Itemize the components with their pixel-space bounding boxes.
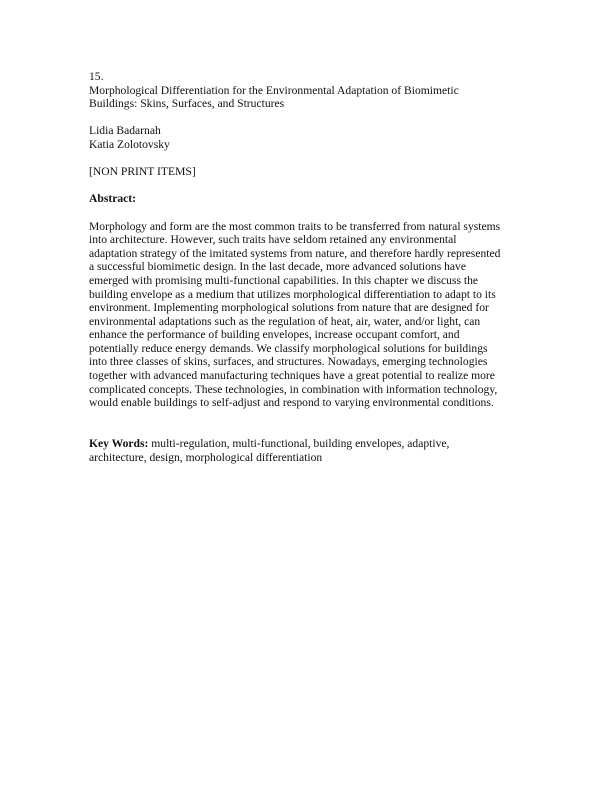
chapter-title	[89, 84, 529, 111]
abstract-line: environment. Implementing morphological solutions from nature that are designed for	[89, 301, 489, 315]
keywords-text: multi-regulation, multi-functional, building envelopes, adaptive,	[148, 437, 450, 451]
document-page	[89, 70, 529, 464]
title-line: Buildings: Skins, Surfaces, and Structures	[89, 97, 285, 111]
abstract-line: a successful biomimetic design. In the last decade, more advanced solutions have	[89, 260, 467, 274]
abstract-line: together with advanced manufacturing techniques have a great potential to realize more	[89, 369, 495, 383]
abstract-line: potentially reduce energy demands. We classify morphological solutions for buildings	[89, 341, 488, 355]
abstract-line: adaptation strategy of the imitated systems from nature, and therefore hardly represented	[89, 246, 501, 260]
chapter-number: 15.	[89, 70, 104, 83]
abstract-line: environmental adaptations such as the regulation of heat, air, water, and/or light, can	[89, 314, 481, 328]
author-name: Lidia Badarnah	[89, 124, 161, 138]
keywords-line: architecture, design, morphological differentiation	[89, 450, 323, 464]
abstract-line: into three classes of skins, surfaces, and structures. Nowadays, emerging technologies	[89, 355, 488, 369]
abstract-body	[89, 220, 521, 410]
author-list	[89, 124, 529, 151]
abstract-line: complicated concepts. These technologies, in combination with information technology,	[89, 382, 498, 396]
abstract-line: enhance the performance of building envelopes, increase occupant comfort, and	[89, 328, 460, 342]
abstract-line: Morphology and form are the most common traits to be transferred from natural systems	[89, 219, 501, 233]
keywords-line	[89, 437, 529, 451]
keywords-label: Key Words:	[89, 437, 149, 451]
abstract-line: into architecture. However, such traits have seldom retained any environmental	[89, 233, 457, 247]
author-name: Katia Zolotovsky	[89, 137, 170, 151]
abstract-line: building envelope as a medium that utilizes morphological differentiation to adapt to its	[89, 287, 496, 301]
keywords	[89, 437, 529, 464]
title-line: Morphological Differentiation for the Environmental Adaptation of Biomimetic	[89, 83, 459, 97]
non-print-items: [NON PRINT ITEMS]	[89, 165, 196, 179]
abstract-line: would enable buildings to self-adjust and respond to varying environmental conditions.	[89, 396, 494, 410]
abstract-heading: Abstract:	[89, 192, 137, 206]
abstract-line: emerged with promising multi-functional capabilities. In this chapter we discuss the	[89, 273, 479, 287]
